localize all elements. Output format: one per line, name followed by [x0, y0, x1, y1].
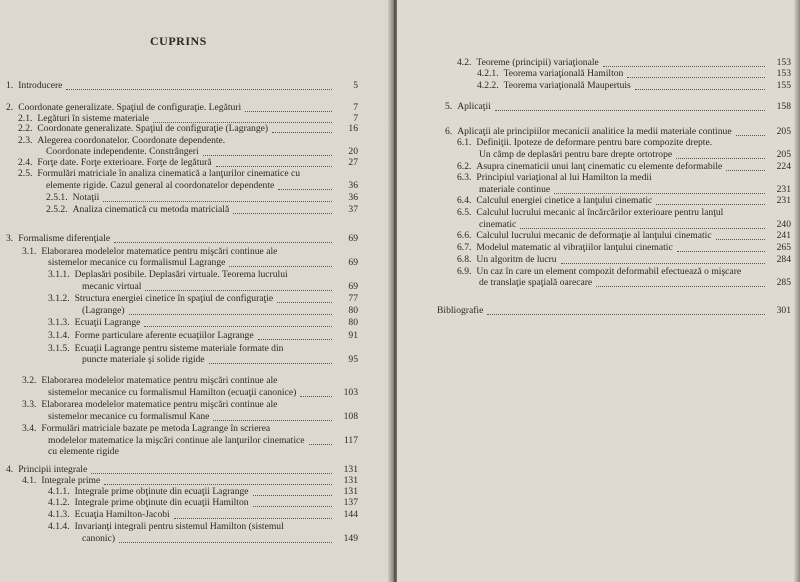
- toc-dot-leader: [119, 542, 332, 543]
- toc-entry-label: Alegerea coordonatelor. Coordonate dependente.: [37, 135, 226, 146]
- toc-page-number: 117: [343, 435, 358, 446]
- toc-dot-leader: [213, 420, 332, 421]
- toc-entry: [82, 281, 141, 293]
- toc-entry-label: Ecuaţii Lagrange: [74, 317, 141, 328]
- toc-dot-leader: [229, 266, 332, 267]
- toc-dot-leader: [103, 201, 332, 202]
- toc-entry-number: 4.2.1.: [477, 68, 499, 79]
- toc-entry-label: Definiţii. Ipoteze de deformare pentru bare compozite drepte.: [476, 137, 713, 148]
- toc-dot-leader: [253, 506, 332, 507]
- toc-entry-number: 2.: [6, 102, 14, 113]
- toc-dot-leader: [233, 213, 332, 214]
- toc-page-number: 265: [776, 242, 791, 253]
- toc-page-number: 284: [776, 254, 791, 265]
- toc-entry-label: Analiza cinematică cu metoda matricială: [72, 204, 230, 215]
- toc-page-number: 131: [343, 475, 358, 486]
- toc-entry-number: 3.1.4.: [48, 330, 70, 341]
- toc-entry: [6, 80, 62, 92]
- toc-entry-label: de translaţie spaţială oarecare: [479, 277, 593, 288]
- toc-dot-leader: [91, 473, 332, 474]
- toc-entry: [46, 192, 99, 204]
- toc-entry-label: Elaborarea modelelor matematice pentru mişcări continue ale: [41, 399, 278, 410]
- toc-page-number: 37: [348, 204, 358, 215]
- toc-page-number: 69: [348, 257, 358, 268]
- toc-entry-label: puncte materiale şi solide rigide: [82, 354, 205, 365]
- toc-page-number: 103: [343, 387, 358, 398]
- toc-entry-label: Coordonate independente. Constrângeri: [46, 146, 199, 157]
- toc-dot-leader: [677, 251, 765, 252]
- toc-entry-number: 4.: [6, 464, 14, 475]
- toc-page-number: 27: [348, 157, 358, 168]
- toc-page-number: 131: [343, 464, 358, 475]
- toc-entry: [46, 180, 274, 192]
- toc-entry: [48, 257, 225, 269]
- toc-entry-label: Elaborarea modelelor matematice pentru mişcări continue ale: [41, 246, 278, 257]
- left-page: [0, 0, 392, 582]
- toc-entry: [457, 230, 712, 242]
- toc-dot-leader: [245, 111, 332, 112]
- toc-entry: [46, 204, 229, 216]
- toc-dot-leader: [145, 290, 332, 291]
- toc-entry-label: Formulări matriciale bazate pe metoda Lagrange în scrierea: [41, 423, 271, 434]
- toc-page-number: 95: [348, 354, 358, 365]
- toc-entry-number: 4.1.1.: [48, 486, 70, 497]
- toc-dot-leader: [174, 518, 332, 519]
- toc-dot-leader: [561, 263, 765, 264]
- toc-page-number: 80: [348, 317, 358, 328]
- toc-entry: [6, 233, 110, 245]
- toc-entry: [457, 242, 673, 254]
- toc-entry-label: Integrale prime obţinute din ecuaţii Lagrange: [74, 486, 249, 497]
- toc-entry-label: Principii integrale: [18, 464, 88, 475]
- toc-entry-number: 3.1.1.: [48, 269, 70, 280]
- toc-entry-label: Legături în sisteme materiale: [37, 113, 150, 124]
- toc-entry: [18, 123, 268, 135]
- toc-entry-label: sistemelor mecanice cu formalismul Hamilton (ecuaţii canonice): [48, 387, 297, 398]
- toc-entry-number: 6.1.: [457, 137, 472, 148]
- toc-entry: [18, 168, 300, 180]
- toc-dot-leader: [203, 155, 332, 156]
- toc-entry: [457, 207, 723, 219]
- toc-entry-number: 2.5.1.: [46, 192, 68, 203]
- toc-page-number: 77: [348, 293, 358, 304]
- toc-page-number: 131: [343, 486, 358, 497]
- toc-page-number: 153: [776, 57, 791, 68]
- toc-entry: [477, 68, 623, 80]
- toc-entry: [48, 269, 288, 281]
- toc-entry-number: 1.: [6, 80, 14, 91]
- toc-dot-leader: [129, 314, 332, 315]
- toc-entry-number: 2.4.: [18, 157, 33, 168]
- toc-entry-label: Notaţii: [72, 192, 100, 203]
- toc-entry-label: Un algoritm de lucru: [476, 254, 557, 265]
- toc-entry: [22, 399, 277, 411]
- toc-entry: [22, 375, 277, 387]
- toc-dot-leader: [278, 189, 332, 190]
- toc-entry-number: 2.5.2.: [46, 204, 68, 215]
- toc-entry-label: sistemelor mecanice cu formalismul Lagrange: [48, 257, 226, 268]
- toc-entry-number: 2.2.: [18, 123, 33, 134]
- toc-entry: [479, 277, 592, 289]
- toc-entry-number: 5.: [445, 101, 453, 112]
- toc-dot-leader: [272, 132, 332, 133]
- page-edge-shadow: [794, 0, 800, 582]
- toc-entry-number: 6.2.: [457, 161, 472, 172]
- toc-entry-number: 4.1.2.: [48, 497, 70, 508]
- toc-entry-label: Un caz în care un element compozit deformabil efectuează o mişcare: [476, 266, 742, 277]
- toc-entry: [457, 172, 652, 184]
- toc-entry-label: mecanic virtual: [82, 281, 142, 292]
- toc-page-number: 7: [353, 102, 358, 113]
- toc-page-number: 231: [776, 184, 791, 195]
- toc-page-number: 69: [348, 233, 358, 244]
- toc-page-number: 149: [343, 533, 358, 544]
- toc-entry: [22, 423, 270, 435]
- toc-entry-label: Bibliografie: [437, 305, 484, 316]
- publisher-stamp: [577, 408, 682, 498]
- toc-entry-label: Coordonate generalizate. Spaţiul de configuraţie (Lagrange): [37, 123, 269, 134]
- toc-entry-number: 4.1.3.: [48, 509, 70, 520]
- toc-dot-leader: [104, 484, 332, 485]
- toc-entry: [48, 317, 140, 329]
- toc-dot-leader: [495, 110, 765, 111]
- toc-page-number: 231: [776, 195, 791, 206]
- toc-entry: [457, 254, 557, 266]
- toc-entry-label: Modelul matematic al vibraţiilor lanţului cinematic: [476, 242, 673, 253]
- toc-entry-label: Formulări matriciale în analiza cinematică a lanţurilor cinematice cu: [37, 168, 301, 179]
- toc-page-number: 224: [776, 161, 791, 172]
- toc-entry-label: Calculul energiei cinetice a lanţului cinematic: [476, 195, 653, 206]
- toc-entry-label: Asupra cinematicii unui lanţ cinematic cu elemente deformabile: [476, 161, 723, 172]
- toc-entry-label: Teorema variaţională Hamilton: [503, 68, 624, 79]
- toc-entry-number: 6.3.: [457, 172, 472, 183]
- toc-entry-label: Calculul lucrului mecanic de deformaţie al lanţului cinematic: [476, 230, 712, 241]
- toc-entry: [48, 446, 119, 458]
- toc-entry-label: Aplicaţii ale principiilor mecanicii analitice la medii materiale continue: [457, 126, 732, 137]
- toc-entry: [457, 137, 712, 149]
- toc-entry: [437, 305, 483, 317]
- toc-page-number: 20: [348, 146, 358, 157]
- toc-entry-number: 2.3.: [18, 135, 33, 146]
- toc-entry-number: 3.2.: [22, 375, 37, 386]
- toc-dot-leader: [144, 326, 332, 327]
- toc-entry-number: 2.1.: [18, 113, 33, 124]
- toc-entry-label: Deplasări posibile. Deplasări virtuale. Teorema lucrului: [74, 269, 288, 280]
- toc-entry: [48, 330, 254, 342]
- toc-entry-number: 4.1.: [22, 475, 37, 486]
- toc-dot-leader: [736, 135, 765, 136]
- toc-entry-label: Principiul variaţional al lui Hamilton la medii: [476, 172, 652, 183]
- toc-page-number: 240: [776, 219, 791, 230]
- toc-entry: [445, 101, 491, 113]
- toc-entry-number: 3.4.: [22, 423, 37, 434]
- toc-entry-label: Invarianţi integrali pentru sistemul Hamilton (sistemul: [74, 521, 284, 532]
- toc-dot-leader: [676, 158, 765, 159]
- toc-entry: [82, 354, 205, 366]
- toc-page-number: 69: [348, 281, 358, 292]
- toc-entry-number: 4.2.2.: [477, 80, 499, 91]
- toc-entry-label: materiale continue: [479, 184, 551, 195]
- toc-entry: [479, 149, 672, 161]
- toc-entry-label: Integrale prime: [41, 475, 101, 486]
- toc-entry: [82, 533, 115, 545]
- toc-entry: [48, 497, 249, 509]
- toc-entry-label: Integrale prime obţinute din ecuaţii Hamilton: [74, 497, 249, 508]
- right-page: [397, 0, 800, 582]
- toc-page-number: 16: [348, 123, 358, 134]
- toc-dot-leader: [253, 495, 332, 496]
- toc-dot-leader: [603, 66, 765, 67]
- toc-dot-leader: [726, 170, 765, 171]
- toc-page-number: 155: [776, 80, 791, 91]
- toc-entry-label: Aplicaţii: [457, 101, 491, 112]
- toc-entry-label: Ecuaţii Lagrange pentru sisteme materiale formate din: [74, 343, 284, 354]
- toc-dot-leader: [209, 363, 332, 364]
- toc-entry-number: 4.2.: [457, 57, 472, 68]
- toc-entry-label: Calculul lucrului mecanic al încărcărilor exterioare pentru lanţul: [476, 207, 724, 218]
- toc-entry-number: 6.: [445, 126, 453, 137]
- toc-dot-leader: [300, 396, 332, 397]
- toc-entry-label: sistemelor mecanice cu formalismul Kane: [48, 411, 210, 422]
- toc-entry-label: Forme particulare aferente ecuaţiilor Lagrange: [74, 330, 254, 341]
- toc-dot-leader: [277, 302, 332, 303]
- toc-dot-leader: [309, 444, 332, 445]
- toc-entry-number: 6.6.: [457, 230, 472, 241]
- toc-entry-label: Introducere: [18, 80, 63, 91]
- toc-page-number: 144: [343, 509, 358, 520]
- toc-page-number: 205: [776, 149, 791, 160]
- toc-dot-leader: [153, 122, 332, 123]
- toc-entry-number: 3.: [6, 233, 14, 244]
- toc-entry-label: cinematic: [479, 219, 517, 230]
- toc-entry-number: 6.8.: [457, 254, 472, 265]
- toc-entry-label: Ecuaţia Hamilton-Jacobi: [74, 509, 170, 520]
- toc-entry-number: 3.1.2.: [48, 293, 70, 304]
- toc-entry: [48, 411, 209, 423]
- toc-entry-number: 3.3.: [22, 399, 37, 410]
- toc-dot-leader: [114, 242, 332, 243]
- toc-page-number: 153: [776, 68, 791, 79]
- toc-entry-label: modelelor matematice la mişcări continue ale lanţurilor cinematice: [48, 435, 305, 446]
- toc-entry-label: (Lagrange): [82, 305, 125, 316]
- toc-entry-label: Elaborarea modelelor matematice pentru mişcări continue ale: [41, 375, 278, 386]
- toc-entry-label: Coordonate generalizate. Spaţiul de configuraţie. Legături: [18, 102, 242, 113]
- toc-dot-leader: [635, 89, 765, 90]
- toc-page-number: 36: [348, 192, 358, 203]
- toc-page-number: 108: [343, 411, 358, 422]
- toc-dot-leader: [627, 77, 765, 78]
- toc-entry-number: 6.5.: [457, 207, 472, 218]
- toc-page-number: 5: [353, 80, 358, 91]
- toc-page-number: 36: [348, 180, 358, 191]
- toc-entry-number: 3.1.5.: [48, 343, 70, 354]
- toc-dot-leader: [554, 193, 765, 194]
- toc-entry-label: Un câmp de deplasări pentru bare drepte ortotrope: [479, 149, 673, 160]
- toc-entry-number: 6.9.: [457, 266, 472, 277]
- toc-page-number: 301: [776, 305, 791, 316]
- toc-dot-leader: [656, 204, 765, 205]
- toc-entry: [48, 521, 284, 533]
- toc-entry: [477, 80, 631, 92]
- toc-dot-leader: [716, 239, 765, 240]
- toc-entry-number: 4.1.4.: [48, 521, 70, 532]
- toc-dot-leader: [66, 89, 332, 90]
- toc-page-number: 137: [343, 497, 358, 508]
- toc-dot-leader: [216, 166, 332, 167]
- toc-entry-label: Teoreme (principii) variaţionale: [476, 57, 599, 68]
- toc-entry: [48, 387, 296, 399]
- toc-entry: [457, 195, 652, 207]
- toc-dot-leader: [596, 286, 765, 287]
- page-title: CUPRINS: [150, 34, 207, 48]
- toc-entry: [48, 509, 170, 521]
- toc-entry-label: cu elemente rigide: [48, 446, 119, 457]
- toc-dot-leader: [520, 228, 765, 229]
- toc-entry-number: 6.4.: [457, 195, 472, 206]
- toc-entry: [48, 293, 273, 305]
- toc-entry-label: Forţe date. Forţe exterioare. Forţe de legătură: [37, 157, 212, 168]
- toc-page-number: 205: [776, 126, 791, 137]
- toc-entry-label: canonic): [82, 533, 116, 544]
- toc-page-number: 241: [776, 230, 791, 241]
- toc-entry-number: 6.7.: [457, 242, 472, 253]
- toc-entry-number: 3.1.: [22, 246, 37, 257]
- toc-dot-leader: [487, 314, 765, 315]
- toc-entry-number: 3.1.3.: [48, 317, 70, 328]
- toc-entry-label: Formalisme diferenţiale: [18, 233, 111, 244]
- toc-page-number: 80: [348, 305, 358, 316]
- toc-dot-leader: [258, 339, 332, 340]
- toc-entry-label: Teorema variaţională Maupertuis: [503, 80, 631, 91]
- toc-entry-label: elemente rigide. Cazul general al coordonatelor dependente: [46, 180, 275, 191]
- toc-entry-label: Structura energiei cinetice în spaţiul de configuraţie: [74, 293, 274, 304]
- toc-entry-number: 2.5.: [18, 168, 33, 179]
- toc-page-number: 7: [353, 113, 358, 124]
- toc-page-number: 91: [348, 330, 358, 341]
- toc-page-number: 158: [776, 101, 791, 112]
- toc-page-number: 285: [776, 277, 791, 288]
- toc-entry: [82, 305, 125, 317]
